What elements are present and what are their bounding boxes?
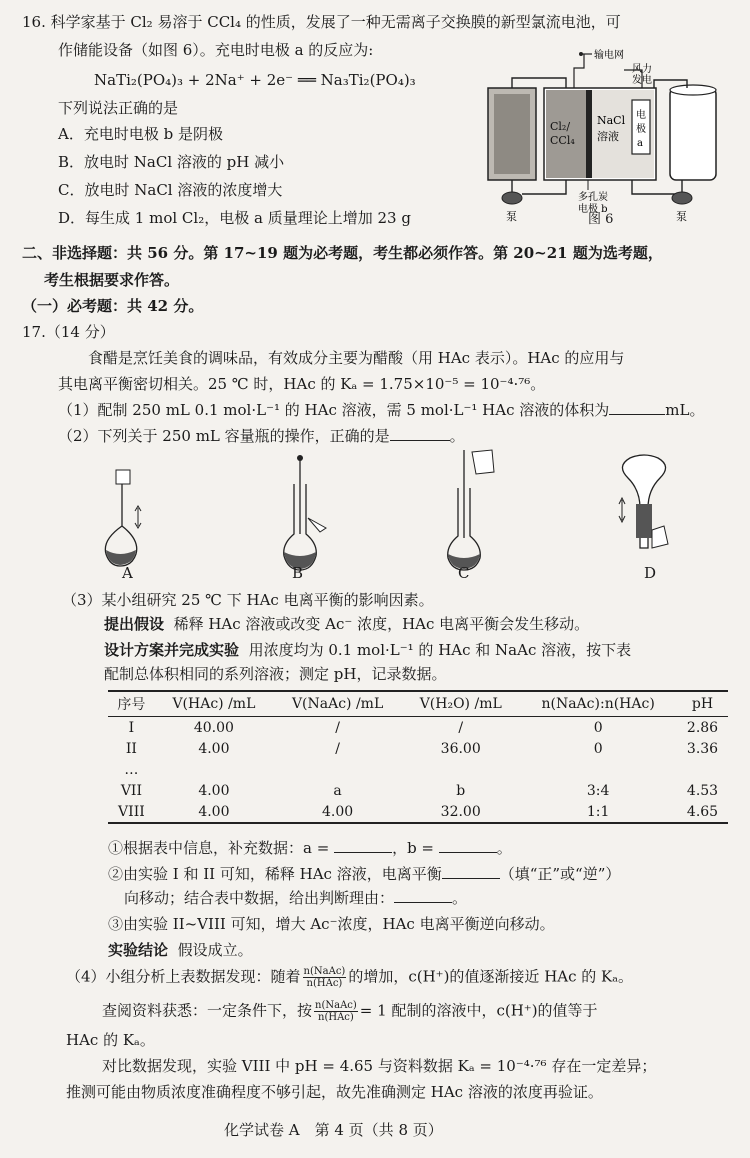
nacl-label-2: 溶液	[597, 130, 619, 143]
q17-intro-1: 食醋是烹饪美食的调味品，有效成分主要为醋酸（用 HAc 表示）。HAc 的应用与	[88, 349, 625, 367]
right-tank	[670, 88, 716, 180]
porous-label-1: 多孔炭	[578, 192, 608, 203]
table-cell	[519, 759, 677, 780]
right-pump-label: 泵	[676, 210, 687, 223]
fraction-numerator: n(NaAc)	[303, 966, 346, 977]
table-cell: VIII	[108, 801, 155, 823]
q16-option-c: C．放电时 NaCl 溶液的浓度增大	[58, 181, 283, 199]
table-cell: 3:4	[586, 782, 610, 799]
table-cell: VII	[120, 782, 142, 799]
hypothesis-label: 提出假设	[104, 615, 165, 633]
table-cell: 4.00	[273, 801, 402, 823]
table-cell: 36.00	[440, 740, 481, 757]
q16-line-1: 16. 科学家基于 Cl₂ 易溶于 CCl₄ 的性质，发展了一种无需离子交换膜的新型氯流电池，可	[22, 13, 621, 31]
subquestion-2b	[124, 888, 467, 908]
figure-6-caption: 图 6	[588, 212, 614, 227]
answer-blank-a[interactable]	[334, 838, 392, 853]
flask-label-b: B	[292, 564, 304, 582]
q17-part-4-text: （4）小组分析上表数据发现：随着	[66, 967, 301, 986]
table-cell: 0	[593, 740, 603, 757]
hypothesis-line	[104, 614, 589, 634]
q17-part-2	[58, 426, 465, 446]
q17-heading: 17.（14 分）	[22, 323, 115, 341]
section2-subheading: （一）必考题：共 42 分。	[22, 297, 204, 315]
table-cell	[402, 759, 519, 780]
left-pump-icon	[502, 192, 522, 204]
grid-label: 输电网	[594, 50, 624, 61]
q17-part-2-text: （2）下列关于 250 mL 容量瓶的操作，正确的是	[58, 427, 390, 445]
eye-icon	[308, 518, 326, 532]
flask-label-c: C	[458, 564, 470, 582]
grid-terminal-dot	[579, 52, 583, 56]
section2-line-2: 考生根据要求作答。	[44, 271, 180, 289]
left-return-pipe	[522, 180, 566, 194]
nacl-label-1: NaCl	[597, 114, 626, 127]
answer-blank-reason[interactable]	[394, 888, 452, 903]
design-text-1: 用浓度均为 0.1 mol·L⁻¹ 的 HAc 和 NaAc 溶液，按下表	[248, 641, 632, 659]
q17-part-4c: HAc 的 Kₐ。	[66, 1031, 155, 1049]
col-header-v-h2o: V(H₂O) /mL	[402, 691, 519, 717]
subquestion-2-hint: （填“正”或“逆”）	[499, 865, 621, 883]
table-cell	[155, 759, 273, 780]
table-row	[108, 717, 728, 739]
fraction-denominator: n(HAc)	[318, 1012, 354, 1023]
electrode-a-label-2: 极	[636, 124, 646, 135]
q17-part-4d: 对比数据发现，实验 VIII 中 pH = 4.65 与资料数据 Kₐ = 10⁻⁴·⁷⁶ 存在一定差异；	[102, 1057, 657, 1075]
table-row	[108, 801, 728, 823]
table-cell: …	[124, 761, 139, 778]
electrode-a-label-3: a	[637, 138, 643, 149]
right-tank-top	[670, 85, 716, 95]
ratio-fraction-2	[314, 1000, 358, 1023]
fraction-numerator: n(NaAc)	[315, 1000, 357, 1011]
electrode-a-label-1: 电	[636, 110, 646, 121]
section2-line-1: 二、非选择题：共 56 分。第 17~19 题为必考题，考生都必须作答。第 20~21 题为选考题，	[22, 244, 663, 262]
subquestion-1-text: ①根据表中信息，补充数据：a =	[108, 839, 330, 857]
table-cell	[677, 759, 728, 780]
q16-option-d: D．每生成 1 mol Cl₂，电极 a 质量理论上增加 23 g	[58, 209, 411, 227]
table-cell: 2.86	[686, 719, 719, 736]
q17-part-4b	[102, 1000, 598, 1023]
flask-operations-figure	[96, 448, 696, 590]
table-cell: I	[128, 719, 135, 736]
q16-equation: NaTi₂(PO₄)₃ + 2Na⁺ + 2e⁻ ══ Na₃Ti₂(PO₄)₃	[94, 71, 416, 89]
porous-carbon-electrode-b	[586, 90, 592, 178]
table-cell: a	[333, 782, 342, 799]
subquestion-1-end: 。	[496, 839, 512, 857]
cl2-label-2: CCl₄	[550, 134, 575, 147]
table-cell: 4.00	[198, 782, 230, 799]
answer-blank-p1[interactable]	[609, 400, 665, 415]
design-text-2: 配制总体积相同的系列溶液；测定 pH，记录数据。	[104, 665, 447, 683]
flask-d	[619, 455, 668, 548]
subquestion-3: ③由实验 II~VIII 可知，增大 Ac⁻浓度，HAc 电离平衡逆向移动。	[108, 915, 555, 933]
subquestion-2-text: ②由实验 I 和 II 可知，稀释 HAc 溶液，电离平衡	[108, 865, 442, 883]
q17-part-4b-text: 查阅资料获悉：一定条件下，按	[102, 1001, 313, 1020]
table-cell: II	[125, 740, 137, 757]
table-cell	[273, 759, 402, 780]
q17-part-1-text: （1）配制 250 mL 0.1 mol·L⁻¹ 的 HAc 溶液，需 5 mol·L⁻¹ HAc 溶液的体积为	[58, 401, 610, 419]
q17-intro-2: 其电离平衡密切相关。25 ℃ 时，HAc 的 Kₐ = 1.75×10⁻⁵ = 10⁻⁴·⁷⁶。	[58, 375, 546, 393]
table-cell: 40.00	[193, 719, 234, 736]
cl2-label-1: Cl₂/	[550, 120, 571, 133]
table-row	[108, 738, 728, 759]
conclusion-line	[108, 940, 253, 960]
design-label: 设计方案并完成实验	[104, 641, 240, 659]
subquestion-2b-end: 。	[452, 889, 468, 907]
flask-b	[284, 455, 326, 570]
flask-c	[448, 450, 494, 570]
flask-label-d: D	[644, 564, 657, 582]
q17-part-4e: 推测可能由物质浓度准确程度不够引起，故先准确测定 HAc 溶液的浓度再验证。	[66, 1083, 603, 1101]
page-footer: 化学试卷 A 第 4 页（共 8 页）	[224, 1121, 443, 1139]
subquestion-2	[108, 864, 620, 884]
table-cell: 0	[593, 719, 603, 736]
subquestion-1-mid: ，b =	[392, 839, 435, 857]
table-cell: /	[335, 740, 340, 757]
flask-a	[105, 470, 141, 566]
table-cell: 3.36	[686, 740, 719, 757]
left-top-pipe	[512, 78, 566, 88]
subquestion-2b-text: 向移动；结合表中数据，给出判断理由：	[124, 889, 395, 907]
hand-icon	[116, 470, 130, 484]
table-cell: 4.53	[686, 782, 719, 799]
q16-option-b: B．放电时 NaCl 溶液的 pH 减小	[58, 153, 285, 171]
right-pump-icon	[672, 192, 692, 204]
answer-blank-direction[interactable]	[442, 864, 500, 879]
experiment-table	[108, 690, 728, 824]
wind-label-1: 风力	[632, 64, 652, 75]
table-header-row	[108, 691, 728, 717]
q16-line-2: 作储能设备（如图 6）。充电时电极 a 的反应为:	[58, 41, 374, 59]
q16-option-a: A．充电时电极 b 是阴极	[58, 125, 223, 143]
q17-part-1-unit: mL。	[665, 401, 705, 419]
left-pump-label: 泵	[506, 210, 517, 223]
conclusion-text: 假设成立。	[177, 941, 253, 959]
hand-icon-d	[652, 526, 668, 548]
answer-blank-p2[interactable]	[390, 426, 450, 441]
table-cell: 4.00	[198, 740, 230, 757]
hypothesis-text: 稀释 HAc 溶液或改变 Ac⁻ 浓度，HAc 电离平衡会发生移动。	[173, 615, 590, 633]
right-bottom-pipe	[632, 180, 682, 194]
table-cell: /	[335, 719, 340, 736]
q17-part-3: （3）某小组研究 25 ℃ 下 HAc 电离平衡的影响因素。	[62, 591, 434, 609]
table-row	[108, 780, 728, 801]
q17-part-4	[66, 966, 633, 989]
col-header-ph: pH	[677, 691, 728, 717]
porous-label-2: 电极 b	[578, 204, 608, 215]
col-header-index: 序号	[108, 691, 155, 717]
fraction-denominator: n(HAc)	[306, 978, 343, 989]
col-header-v-hac: V(HAc) /mL	[155, 691, 273, 717]
q17-part-1	[58, 400, 704, 420]
wire-to-electrode-b	[574, 54, 584, 90]
q16-prompt: 下列说法正确的是	[58, 99, 179, 117]
answer-blank-b[interactable]	[439, 838, 497, 853]
table-cell: /	[458, 719, 464, 736]
col-header-v-naac: V(NaAc) /mL	[273, 691, 402, 717]
table-cell: 32.00	[402, 801, 519, 823]
subquestion-1	[108, 838, 512, 858]
table-cell: 1:1	[519, 801, 677, 823]
beaker-icon	[472, 450, 494, 474]
table-row	[108, 759, 728, 780]
table-cell: 4.65	[677, 801, 728, 823]
wind-label-2: 发电	[632, 75, 652, 86]
table-cell: b	[456, 782, 466, 799]
col-header-ratio: n(NaAc):n(HAc)	[519, 691, 677, 717]
table-cell: 4.00	[155, 801, 273, 823]
q17-part-4-rest: 的增加，c(H⁺)的值逐渐接近 HAc 的 Kₐ。	[348, 967, 634, 986]
design-line	[104, 640, 631, 660]
ratio-fraction	[303, 966, 347, 989]
left-tank-liquid	[494, 94, 530, 174]
q17-part-4b-rest: = 1 配制的溶液中，c(H⁺)的值等于	[359, 1001, 598, 1020]
flask-label-a: A	[122, 564, 133, 582]
q17-part-2-end: 。	[449, 427, 465, 445]
conclusion-label: 实验结论	[108, 941, 169, 959]
